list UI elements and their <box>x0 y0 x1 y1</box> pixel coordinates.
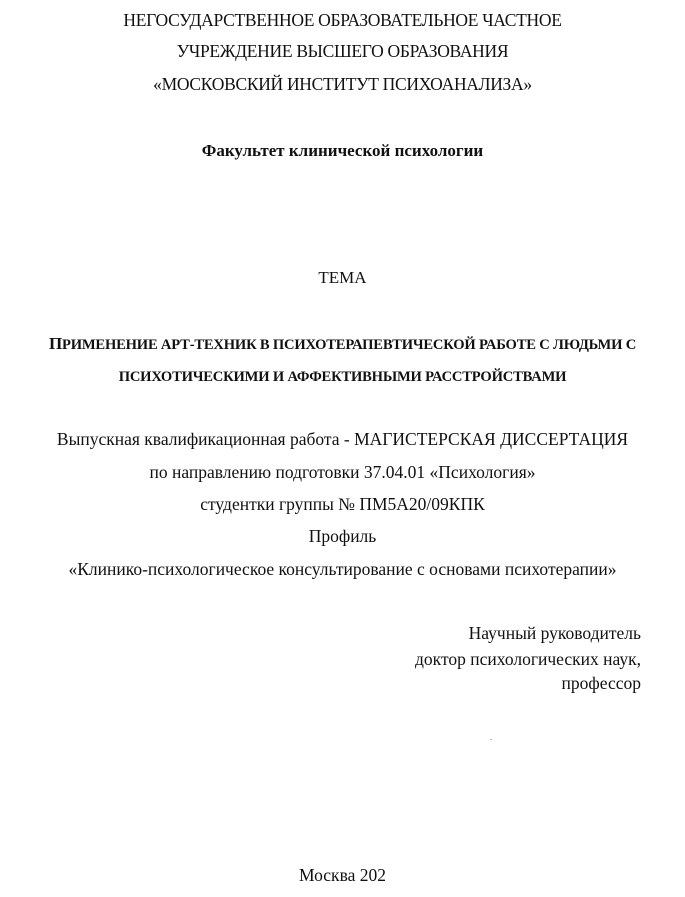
institution-line-1: НЕГОСУДАРСТВЕННОЕ ОБРАЗОВАТЕЛЬНОЕ ЧАСТНОЕ <box>123 10 562 30</box>
supervisor-label: Научный руководитель <box>468 623 641 643</box>
city-year: Москва 202 <box>298 865 386 885</box>
institution-line-3: «МОСКОВСКИЙ ИНСТИТУТ ПСИХОАНАЛИЗА» <box>153 74 532 94</box>
topic-label: ТЕМА <box>318 268 367 287</box>
work-type: Выпускная квалификационная работа - МАГИСТЕРСКАЯ ДИССЕРТАЦИЯ <box>56 429 629 449</box>
thesis-title-first-letter: П <box>48 334 62 353</box>
supervisor-degree: доктор психологических наук, <box>415 649 641 669</box>
thesis-title-line-1 <box>0 333 685 356</box>
scan-speck <box>490 739 492 740</box>
supervisor-title: профессор <box>561 673 641 693</box>
thesis-title-line-2: ПСИХОТИЧЕСКИМИ И АФФЕКТИВНЫМИ РАССТРОЙСТВАМИ <box>118 369 567 385</box>
profile-value: «Клинико-психологическое консультирование с основами психотерапии» <box>68 559 617 579</box>
faculty-name: Факультет клинической психологии <box>201 141 484 160</box>
institution-line-2: УЧРЕЖДЕНИЕ ВЫСШЕГО ОБРАЗОВАНИЯ <box>176 41 509 61</box>
student-group: студентки группы № ПМ5А20/09КПК <box>200 494 485 514</box>
profile-label: Профиль <box>308 526 377 546</box>
work-direction: по направлению подготовки 37.04.01 «Психология» <box>149 462 536 482</box>
thesis-title-line-1-rest: РИМЕНЕНИЕ АРТ-ТЕХНИК В ПСИХОТЕРАПЕВТИЧЕСКОЙ РАБОТЕ С ЛЮДЬМИ С <box>61 337 637 353</box>
